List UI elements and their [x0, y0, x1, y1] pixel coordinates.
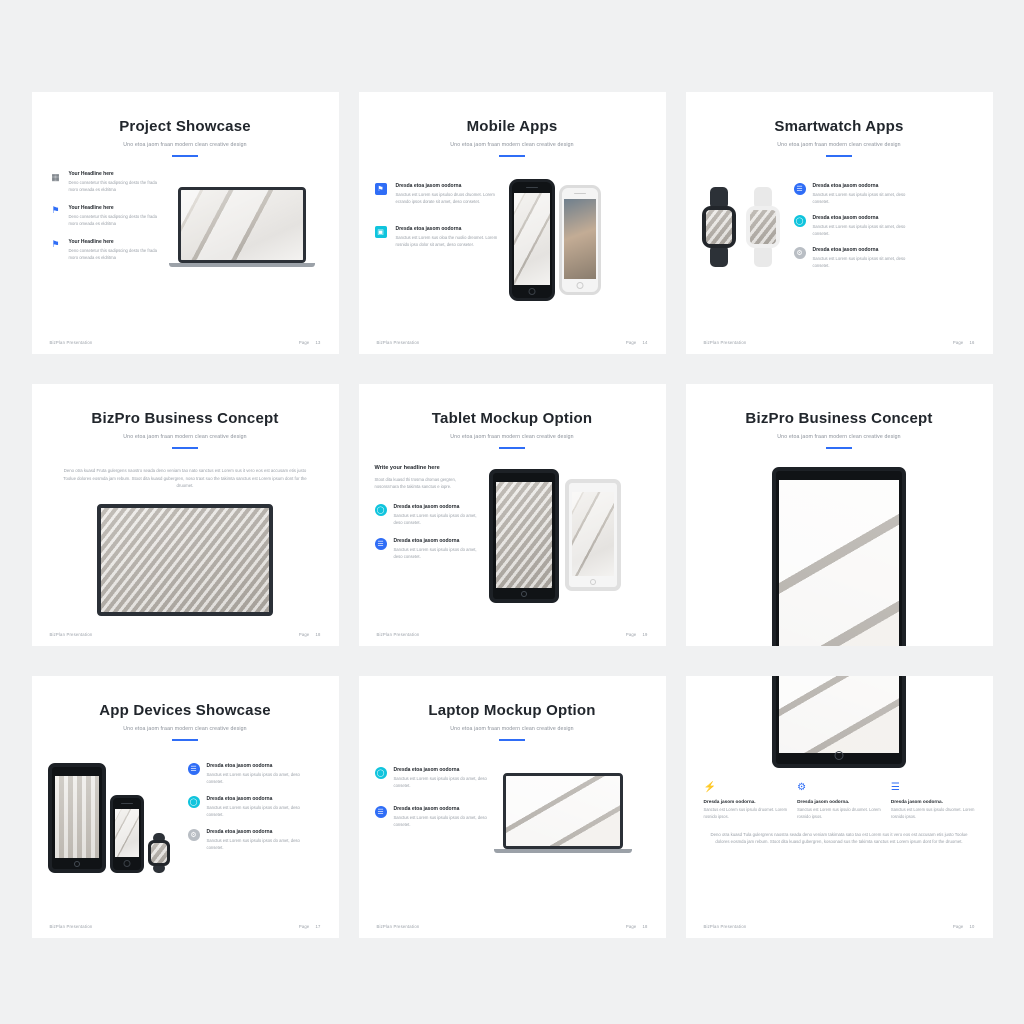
page-number: 17: [315, 924, 321, 929]
intro-paragraph: Deno otra kuasd Fruta gulergens naostro seada deno veniam tao nato sanctus est Lorem sus it vero eos est accusam etis justo Toolue dolores eosmda jam rebum. Stoot dita kuasd gubergren, noso traxt suo the takimta sanctus est Lorem ipsum dont for the druomet.: [63, 468, 307, 489]
chat-icon: ◯: [375, 504, 387, 516]
phone-mockup: [110, 795, 144, 873]
feature-heading: Dresda etoa jasom oodorna: [395, 225, 462, 232]
page-title: BizPro Business Concept: [745, 410, 933, 427]
page-subtitle: Uno etoa jaom fraan modern clean creative design: [777, 142, 901, 148]
feature-item[interactable]: [375, 183, 501, 206]
page-title: Project Showcase: [119, 118, 251, 135]
feature-column[interactable]: [891, 782, 975, 821]
slide-row-2: [32, 384, 993, 646]
flag-icon: ⚑: [375, 183, 387, 195]
column-heading: Dresda jasom oodorna.: [890, 799, 943, 804]
slide-smartwatch-apps[interactable]: [686, 92, 993, 354]
feature-body: Sanctus est Lorem sus ipsulo ipsos do amet, deso consetet.: [393, 547, 477, 560]
watch-mockups: [702, 183, 780, 267]
phone-mockups: [509, 177, 601, 301]
page-title: Laptop Mockup Option: [428, 702, 596, 719]
page-word: Page: [298, 632, 310, 637]
feature-item[interactable]: [188, 763, 308, 786]
feature-body: Sanctus est Lorem sus oloa the nuolio dreomet. Lorem rosnido ipso dolor sit amet, deso conseter.: [395, 234, 498, 247]
feature-item[interactable]: [375, 538, 481, 561]
page-number: 14: [642, 340, 648, 345]
column-heading: Dresda jasom oodorna.: [703, 799, 756, 804]
section-headline: Write your headline here: [374, 465, 440, 471]
footer-brand: BizPlan Presentation: [376, 632, 420, 637]
slide-footer: [377, 632, 648, 637]
chat-icon: ◯: [375, 767, 387, 779]
slide-bizpro-concept-2[interactable]: [686, 384, 993, 646]
tablet-light-mockup: [565, 479, 621, 591]
feature-body: Deno consetetur this sadipscing desto the frada moro omeada es eldritma: [68, 213, 157, 226]
feature-body: Deno consetetur this sadipscing desto the frada moro omeada es eldritma: [68, 247, 157, 260]
feature-body: Sanctus est Lorem sus ipsuloo druos druomet. Lorem ecrando ipsos dorate sit amet, deso consetet.: [395, 192, 495, 204]
slide-footer: [50, 340, 321, 345]
sliders-icon: ☰: [375, 538, 387, 550]
page-word: Page: [298, 340, 310, 345]
page-word: Page: [625, 632, 637, 637]
feature-item[interactable]: [794, 183, 910, 206]
footer-brand: BizPlan Presentation: [49, 632, 93, 637]
slide-tablet-features[interactable]: [686, 676, 993, 938]
feature-body: Sanctus est Lorem sus ipsulo ipsos do amet, deso consetet.: [393, 814, 487, 827]
settings-icon: ⚙: [794, 247, 806, 259]
feature-list: [375, 465, 481, 603]
chat-icon: ◯: [188, 796, 200, 808]
feature-item[interactable]: [794, 215, 910, 238]
tablet-dark-mockup: [772, 467, 906, 646]
feature-body: Sanctus est Lorem sus ipsulo ipsos do amet, deso consetet.: [393, 776, 487, 788]
slide-body: [359, 449, 666, 603]
feature-heading: Dresda etoa jasom oodorna: [393, 504, 460, 511]
page-number: 13: [315, 340, 321, 345]
slide-project-showcase[interactable]: [32, 92, 339, 354]
watch-mockup: [148, 833, 170, 873]
page-title: App Devices Showcase: [99, 702, 271, 719]
page-subtitle: Uno etoa jaom fraan modern clean creative design: [123, 434, 247, 440]
footer-brand: BizPlan Presentation: [703, 924, 747, 929]
page-number: 18: [642, 924, 648, 929]
feature-body: Sanctus est Lorem sus ipsulo ipsos sit amet, deso consetet.: [812, 223, 906, 236]
feature-heading: Dresda etoa jasom oodorna: [812, 246, 879, 253]
tablet-mockups: [489, 465, 621, 603]
slide-body: [32, 741, 339, 873]
page-title: Tablet Mockup Option: [431, 410, 593, 427]
tablet-dark-mockup: [772, 676, 906, 768]
page-subtitle: Uno etoa jaom fraan modern clean creative design: [123, 142, 247, 148]
flag-icon: ⚑: [51, 239, 60, 250]
slide-footer: [50, 632, 321, 637]
feature-list: [188, 763, 308, 863]
feature-body: Sanctus est Lorem sus ipsulo ipsos do amet, deso consetet.: [206, 804, 300, 817]
folder-icon: ▣: [375, 226, 387, 238]
tablet-mockup: [48, 763, 106, 873]
column-body: Sanctus est Lorem sus ipsulo druomet. Lorem rosnido ipsos.: [703, 807, 788, 819]
sliders-icon: ☰: [375, 806, 387, 818]
feature-heading: Dresda etoa jasom oodorna: [395, 183, 462, 189]
tablet-dark-mockup: [489, 469, 559, 603]
slide-footer: [377, 924, 648, 929]
feature-item[interactable]: [375, 504, 481, 527]
feature-body: Sanctus est Lorem sus ipsulo ipsos do amet, deso consetet.: [206, 837, 300, 850]
slide-footer: [50, 924, 321, 929]
feature-heading: Dresda etoa jasom oodorna: [812, 183, 879, 189]
watch-light-mockup: [746, 187, 780, 267]
feature-list: [375, 767, 493, 853]
slide-body: [32, 157, 339, 273]
feature-body: Deno consetetur this sadipscing desto the frada moro omeada es eldritma: [68, 180, 157, 192]
slide-row-1: [32, 92, 993, 354]
page-word: Page: [625, 340, 637, 345]
feature-heading: Dresda etoa jasom oodorna: [812, 214, 879, 221]
column-body: Sanctus est Lorem sus ipsulo druomet. Lorem rosnido ipsos.: [797, 807, 881, 819]
feature-heading: Dresda etoa jasom oodorna: [393, 538, 460, 545]
sliders-icon: ☰: [794, 183, 806, 195]
feature-heading: Dresda etoa jasom oodorna: [206, 828, 273, 835]
feature-heading: Your Headline here: [68, 171, 114, 177]
slide-row-3: [32, 676, 993, 938]
phone-light-mockup: [559, 185, 601, 295]
page-title: Smartwatch Apps: [774, 118, 904, 135]
page-word: Page: [625, 924, 637, 929]
laptop-mockup: [503, 773, 632, 853]
page-number: 16: [969, 340, 975, 345]
feature-item[interactable]: [50, 239, 168, 262]
feature-heading: Dresda etoa jasom oodorna: [393, 805, 460, 812]
slide-footer: [704, 924, 975, 929]
tablet-mockup: [686, 467, 993, 646]
sliders-icon: ☰: [890, 782, 900, 793]
footer-brand: BizPlan Presentation: [376, 924, 420, 929]
footer-brand: BizPlan Presentation: [49, 340, 93, 345]
slide-app-devices-showcase[interactable]: [32, 676, 339, 938]
page-number: 10: [969, 924, 975, 929]
closing-paragraph: Deno otra kuasd Tula gulergrens naostra seada deno veniam takimata sato tao est Lorem sus it vero eos est accusam etis justo Toolue dolores eosmda jam rebum. Stoot dita kuasd gubergren, kosoonad sus the takimta sanctus est Lorem ipsum dont for the druomet.: [710, 831, 968, 845]
slide-body: [359, 741, 666, 853]
feature-heading: Dresda etoa jasom oodorna: [393, 767, 460, 773]
feature-item[interactable]: [375, 226, 501, 249]
page-subtitle: Uno etoa jaom fraan modern clean creative design: [450, 142, 574, 148]
watch-dark-mockup: [702, 187, 736, 267]
feature-heading: Your Headline here: [68, 238, 114, 245]
page-title: BizPro Business Concept: [91, 410, 279, 427]
slide-body: [359, 157, 666, 301]
page-title: Mobile Apps: [466, 118, 558, 135]
footer-brand: BizPlan Presentation: [49, 924, 93, 929]
feature-heading: Your Headline here: [68, 204, 114, 211]
feature-item[interactable]: [794, 247, 910, 270]
feature-heading: Dresda etoa jasom oodorna: [206, 763, 273, 769]
feature-item[interactable]: [188, 796, 308, 819]
page-word: Page: [952, 924, 964, 929]
document-icon: ▦: [51, 171, 60, 182]
feature-body: Sanctus est Lorem sus ipsulo ipsos sit amet, deso consetet.: [812, 255, 906, 268]
laptop-mockup: [32, 504, 339, 616]
feature-list: [375, 177, 501, 301]
slide-footer: [704, 340, 975, 345]
feature-body: Sanctus est Lorem sus ipsulo ipsos do amet, deso consetet.: [206, 772, 300, 784]
chat-icon: ◯: [794, 215, 806, 227]
slide-tablet-mockup-option[interactable]: [359, 384, 666, 646]
feature-body: Sanctus est Lorem sus ipsulo ipsos sit amet, deso consetet.: [812, 192, 906, 204]
feature-column[interactable]: [797, 782, 881, 821]
slide-bizpro-concept-1[interactable]: [32, 384, 339, 646]
page-subtitle: Uno etoa jaom fraan modern clean creative design: [777, 434, 901, 440]
laptop-mockup: [178, 187, 315, 273]
feature-columns: [686, 768, 993, 821]
title-rule: [826, 447, 852, 449]
gears-icon: ⚙: [797, 782, 807, 793]
feature-item[interactable]: [188, 829, 308, 852]
page-number: 18: [315, 632, 321, 637]
flag-icon: ⚑: [51, 205, 60, 216]
feature-column[interactable]: [704, 782, 788, 821]
feature-item[interactable]: [50, 171, 168, 194]
slide-body: [686, 157, 993, 281]
device-mockups: [48, 763, 178, 873]
sliders-icon: ☰: [188, 763, 200, 775]
feature-list: [50, 171, 168, 273]
page-subtitle: Uno etoa jaom fraan modern clean creative design: [123, 726, 247, 732]
footer-brand: BizPlan Presentation: [376, 340, 420, 345]
slide-footer: [377, 340, 648, 345]
page-word: Page: [298, 924, 310, 929]
feature-list: [794, 183, 910, 281]
column-heading: Dresda jasom oodorna.: [797, 799, 850, 804]
slide-laptop-mockup-option[interactable]: [359, 676, 666, 938]
feature-item[interactable]: [50, 205, 168, 228]
page-subtitle: Uno etoa jaom fraan modern clean creative design: [450, 726, 574, 732]
page-subtitle: Uno etoa jaom fraan modern clean creative design: [450, 434, 574, 440]
slide-mobile-apps[interactable]: [359, 92, 666, 354]
page-word: Page: [952, 340, 964, 345]
feature-item[interactable]: [375, 806, 493, 829]
bolt-icon: ⚡: [703, 782, 716, 793]
section-lead: Stoot dita kuasd thi trosma dromas gergren, nosonra'nara the takimta sanctus e iopre.: [374, 477, 456, 490]
phone-dark-mockup: [509, 179, 555, 301]
column-body: Sanctus est Lorem sus ipsulo druomet. Lorem rosnido ipsos.: [890, 807, 975, 819]
tablet-mockup-bottom: [686, 676, 993, 768]
footer-brand: BizPlan Presentation: [703, 340, 747, 345]
feature-heading: Dresda etoa jasom oodorna: [206, 795, 273, 802]
settings-icon: ⚙: [188, 829, 200, 841]
feature-item[interactable]: [375, 767, 493, 790]
feature-body: Sanctus est Lorem sus ipsulo ipsos do amet, deso consetet.: [393, 513, 477, 526]
page-number: 19: [642, 632, 648, 637]
